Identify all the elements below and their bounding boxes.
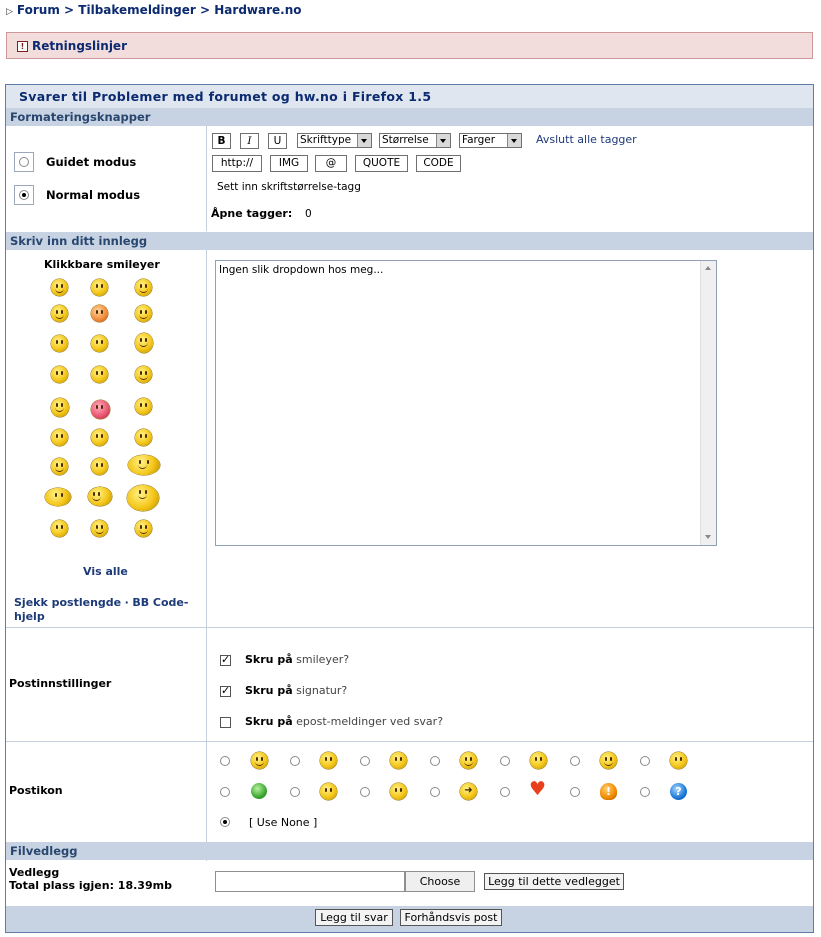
show-all-smilies-link[interactable]: Vis alle bbox=[83, 565, 128, 578]
divider bbox=[206, 126, 207, 231]
smiley-surprised-icon[interactable] bbox=[135, 429, 152, 446]
color-select[interactable] bbox=[459, 133, 522, 148]
bb-code-help-link[interactable]: BB Code-hjelp bbox=[14, 596, 189, 623]
smiley-laugh-icon[interactable] bbox=[135, 333, 153, 353]
message-text: Ingen slik dropdown hos meg... bbox=[219, 264, 384, 276]
post-icon-radio[interactable] bbox=[430, 787, 440, 797]
angry-icon bbox=[670, 752, 687, 769]
preview-post-button[interactable]: Forhåndsvis post bbox=[400, 909, 502, 926]
section-attachments-label: Filvedlegg bbox=[10, 844, 78, 858]
breadcrumb-tilbakemeldinger[interactable]: Tilbakemeldinger bbox=[78, 3, 196, 17]
font-select[interactable] bbox=[297, 133, 372, 148]
post-icon-label: Postikon bbox=[9, 784, 63, 797]
email-notify-label: Skru på epost-meldinger ved svar? bbox=[245, 715, 444, 728]
smiley-tongue-icon[interactable] bbox=[51, 458, 68, 475]
post-icon-radio[interactable] bbox=[290, 787, 300, 797]
normal-mode-label: Normal modus bbox=[46, 188, 141, 202]
use-none-radio[interactable] bbox=[220, 817, 230, 827]
smiley-blush-icon[interactable] bbox=[91, 305, 108, 322]
message-textarea[interactable] bbox=[215, 260, 717, 546]
section-formatting-label: Formateringsknapper bbox=[10, 110, 151, 124]
scroll-up-icon[interactable] bbox=[701, 261, 716, 276]
size-select[interactable] bbox=[379, 133, 451, 148]
size-select-value: Størrelse bbox=[382, 134, 429, 146]
smiley-happy-icon[interactable] bbox=[91, 520, 108, 537]
font-select-value: Skrifttype bbox=[300, 134, 352, 146]
post-icon-radio[interactable] bbox=[570, 756, 580, 766]
smiley-confused-icon[interactable] bbox=[91, 429, 108, 446]
open-tags-field: 0 bbox=[300, 206, 334, 222]
code-button[interactable]: CODE bbox=[416, 155, 461, 172]
wink-icon bbox=[320, 752, 337, 769]
smiley-sad-icon[interactable] bbox=[91, 279, 108, 296]
underline-button[interactable]: U bbox=[268, 133, 287, 149]
attachment-space: Total plass igjen: 18.39mb bbox=[9, 879, 172, 892]
post-settings-label: Postinnstillinger bbox=[9, 677, 112, 690]
smiley-love-icon[interactable] bbox=[91, 400, 110, 419]
post-icon-radio[interactable] bbox=[220, 756, 230, 766]
breadcrumb-forum[interactable]: Forum bbox=[16, 3, 60, 17]
breadcrumb bbox=[6, 3, 302, 17]
smiley-smile-icon[interactable] bbox=[135, 279, 152, 296]
breadcrumb-hardware[interactable]: Hardware.no bbox=[214, 3, 302, 17]
chevron-down-icon bbox=[357, 134, 371, 147]
smiley-cool-icon[interactable] bbox=[135, 305, 152, 322]
smiley-wink-icon[interactable] bbox=[135, 366, 152, 383]
url-button[interactable]: http:// bbox=[212, 155, 262, 172]
scroll-down-icon[interactable] bbox=[701, 530, 716, 545]
chevron-down-icon bbox=[436, 134, 450, 147]
divider bbox=[6, 627, 813, 628]
post-icon-radio[interactable] bbox=[430, 756, 440, 766]
check-length-link[interactable]: Sjekk postlengde bbox=[14, 596, 122, 609]
smilies-title: Klikkbare smileyer bbox=[44, 258, 160, 271]
email-button[interactable]: @ bbox=[315, 155, 347, 172]
enable-smilies-checkbox[interactable] bbox=[220, 655, 231, 666]
normal-mode-radio[interactable] bbox=[19, 190, 29, 200]
italic-button[interactable]: I bbox=[240, 133, 259, 149]
post-icon-radio[interactable] bbox=[500, 756, 510, 766]
close-all-tags-link[interactable]: Avslutt alle tagger bbox=[536, 133, 637, 146]
smiley-shy-icon[interactable] bbox=[51, 520, 68, 537]
submit-reply-button[interactable]: Legg til svar bbox=[315, 909, 393, 926]
section-attachments bbox=[6, 842, 813, 860]
enable-signature-label: Skru på signatur? bbox=[245, 684, 348, 697]
smile-icon bbox=[251, 752, 268, 769]
post-icon-radio[interactable] bbox=[290, 756, 300, 766]
bold-button[interactable]: B bbox=[212, 133, 231, 149]
section-formatting bbox=[6, 108, 813, 126]
breadcrumb-separator: > bbox=[200, 3, 211, 17]
smiley-rolleyes-icon[interactable] bbox=[51, 366, 68, 383]
shy-icon bbox=[390, 752, 407, 769]
post-icon-radio[interactable] bbox=[500, 787, 510, 797]
sick-icon bbox=[251, 783, 267, 799]
divider bbox=[206, 628, 207, 861]
smiley-angel-icon[interactable] bbox=[51, 398, 69, 417]
exclamation-icon: ! bbox=[17, 41, 28, 52]
attachment-label bbox=[9, 866, 172, 892]
chevron-down-icon bbox=[507, 134, 521, 147]
add-attachment-button[interactable]: Legg til dette vedlegget bbox=[484, 873, 624, 890]
exclamation-icon: ! bbox=[600, 783, 617, 800]
post-icon-radio[interactable] bbox=[640, 756, 650, 766]
biggrin-icon bbox=[600, 752, 617, 769]
triangle-icon: ▷ bbox=[6, 7, 13, 17]
img-button[interactable]: IMG bbox=[270, 155, 308, 172]
heart-icon: ♥ bbox=[529, 778, 547, 800]
dot-separator: · bbox=[124, 596, 129, 609]
arrow-icon: ➜ bbox=[460, 783, 477, 800]
normal-mode-radio-box[interactable] bbox=[14, 185, 34, 205]
enable-smilies-label: Skru på smileyer? bbox=[245, 653, 350, 666]
help-links bbox=[14, 596, 200, 624]
post-icon-radio[interactable] bbox=[570, 787, 580, 797]
smiley-dizzy-icon[interactable] bbox=[91, 458, 108, 475]
form-title-bar bbox=[6, 85, 813, 108]
post-icon-radio[interactable] bbox=[360, 756, 370, 766]
smiley-cheer-icon[interactable] bbox=[128, 455, 160, 475]
scrollbar[interactable] bbox=[700, 261, 716, 545]
color-select-value: Farger bbox=[462, 134, 496, 146]
post-icon-radio[interactable] bbox=[220, 787, 230, 797]
breadcrumb-separator: > bbox=[64, 3, 75, 17]
smiley-thumbsup-icon[interactable] bbox=[88, 487, 112, 506]
quote-button[interactable]: QUOTE bbox=[355, 155, 408, 172]
section-post-label: Skriv inn ditt innlegg bbox=[10, 234, 148, 248]
choose-file-button[interactable]: Choose bbox=[405, 871, 475, 892]
divider bbox=[6, 741, 813, 742]
surprised-icon bbox=[530, 752, 547, 769]
guided-mode-label: Guidet modus bbox=[46, 155, 137, 169]
file-path-input[interactable] bbox=[215, 871, 405, 892]
email-notify-checkbox[interactable] bbox=[220, 717, 231, 728]
use-none-label: [ Use None ] bbox=[249, 816, 318, 829]
smile2-icon bbox=[460, 752, 477, 769]
hint-field: Sett inn skriftstørrelse-tagg bbox=[213, 179, 528, 195]
attachment-title: Vedlegg bbox=[9, 866, 60, 879]
form-title: Svarer til Problemer med forumet og hw.no i Firefox 1.5 bbox=[19, 89, 432, 104]
smiley-biggrin-icon[interactable] bbox=[51, 279, 68, 296]
smiley-smirk-icon[interactable] bbox=[135, 520, 152, 537]
guided-mode-radio-box[interactable] bbox=[14, 152, 34, 172]
smiley-thumbsdown-icon[interactable] bbox=[45, 488, 71, 506]
smiley-neutral-icon[interactable] bbox=[91, 335, 108, 352]
guided-mode-radio[interactable] bbox=[19, 157, 29, 167]
question-icon: ? bbox=[670, 783, 687, 800]
confused-icon bbox=[390, 783, 407, 800]
divider bbox=[206, 250, 207, 627]
guidelines-notice bbox=[6, 32, 813, 59]
post-icon-radio[interactable] bbox=[360, 787, 370, 797]
enable-signature-checkbox[interactable] bbox=[220, 686, 231, 697]
smiley-hmm-icon[interactable] bbox=[51, 429, 68, 446]
smiley-mad-icon[interactable] bbox=[135, 398, 152, 415]
post-icon-radio[interactable] bbox=[640, 787, 650, 797]
smiley-think-icon[interactable] bbox=[91, 366, 108, 383]
smiley-eek-icon[interactable] bbox=[51, 335, 68, 352]
section-post bbox=[6, 232, 813, 250]
guidelines-link[interactable]: Retningslinjer bbox=[32, 39, 127, 53]
cool-icon bbox=[320, 783, 337, 800]
open-tags-label: Åpne tagger: bbox=[211, 207, 293, 220]
smiley-yay-icon[interactable] bbox=[127, 485, 159, 511]
smiley-grin-icon[interactable] bbox=[51, 305, 68, 322]
